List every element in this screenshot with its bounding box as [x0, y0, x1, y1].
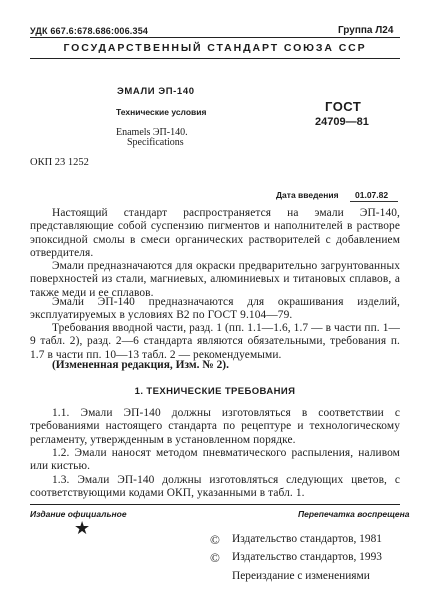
reissue-note: Переиздание с изменениями	[232, 570, 370, 582]
copyright-icon: ©	[210, 550, 220, 565]
copyright-1981: Издательство стандартов, 1981	[232, 533, 382, 545]
copyright-icon: ©	[210, 532, 220, 547]
group-code: Группа Л24	[338, 25, 394, 36]
star-icon: ★	[74, 518, 91, 538]
title-english: Enamels ЭП-140.	[116, 127, 188, 138]
paragraph-application: Эмали ЭП-140 предназначаются для окрашивания изделий, эксплуатируемых в условиях В2 по ГОСТ 9.104—79.	[30, 296, 400, 322]
date-underline	[350, 201, 398, 202]
okp-code: ОКП 23 1252	[30, 157, 89, 168]
header-rule-bottom	[30, 58, 400, 59]
document-title: ЭМАЛИ ЭП-140	[117, 86, 195, 97]
section-heading: 1. ТЕХНИЧЕСКИЕ ТРЕБОВАНИЯ	[134, 386, 296, 397]
clause-1-2: 1.2. Эмали наносят методом пневматического распыления, наливом или кистью.	[30, 447, 400, 473]
gost-number: 24709—81	[315, 116, 369, 128]
official-edition: Издание официальное	[30, 509, 127, 519]
copyright-1993: Издательство стандартов, 1993	[232, 551, 382, 563]
document-subtitle: Технические условия	[116, 107, 207, 117]
intro-date-label: Дата введения	[276, 190, 339, 200]
reprint-forbidden: Перепечатка воспрещена	[298, 509, 410, 519]
udk-code: УДК 667.6:678.686:006.354	[30, 26, 149, 36]
standard-title: ГОСУДАРСТВЕННЫЙ СТАНДАРТ СОЮЗА ССР	[63, 42, 367, 54]
paragraph-purpose: Эмали предназначаются для окраски предварительно загрунтованных поверхностей из стали, магниевых, алюминиевых и титановых сплавов, а также меди и ее сплавов.	[30, 260, 400, 299]
gost-label: ГОСТ	[325, 99, 362, 114]
footer-rule	[30, 504, 400, 505]
header-rule-top	[30, 37, 400, 38]
intro-date-value: 01.07.82	[355, 190, 389, 200]
subtitle-english: Specifications	[127, 137, 184, 148]
amendment-note: (Измененная редакция, Изм. № 2).	[52, 359, 229, 371]
clause-1-3: 1.3. Эмали ЭП-140 должны изготовляться следующих цветов, с соответствующими кодами ОКП, указанными в табл. 1.	[30, 474, 400, 500]
clause-1-1: 1.1. Эмали ЭП-140 должны изготовляться в соответствии с требованиями настоящего стандарта по рецептуре и технологическому регламенту, утвержденным в установленном порядке.	[30, 407, 400, 446]
paragraph-requirements: Требования вводной части, разд. 1 (пп. 1.1—1.6, 1.7 — в части пп. 1—9 табл. 2), разд. 2—6 стандарта являются обязательными, требования п. 1.7 в части пп. 10—13 табл. 2 — рекомендуемыми.	[30, 322, 400, 361]
paragraph-scope: Настоящий стандарт распространяется на эмали ЭП-140, представляющие собой суспензию пигментов и наполнителей в растворе эпоксидной смолы в смеси органических растворителей с добавлением отвердителя.	[30, 207, 400, 260]
